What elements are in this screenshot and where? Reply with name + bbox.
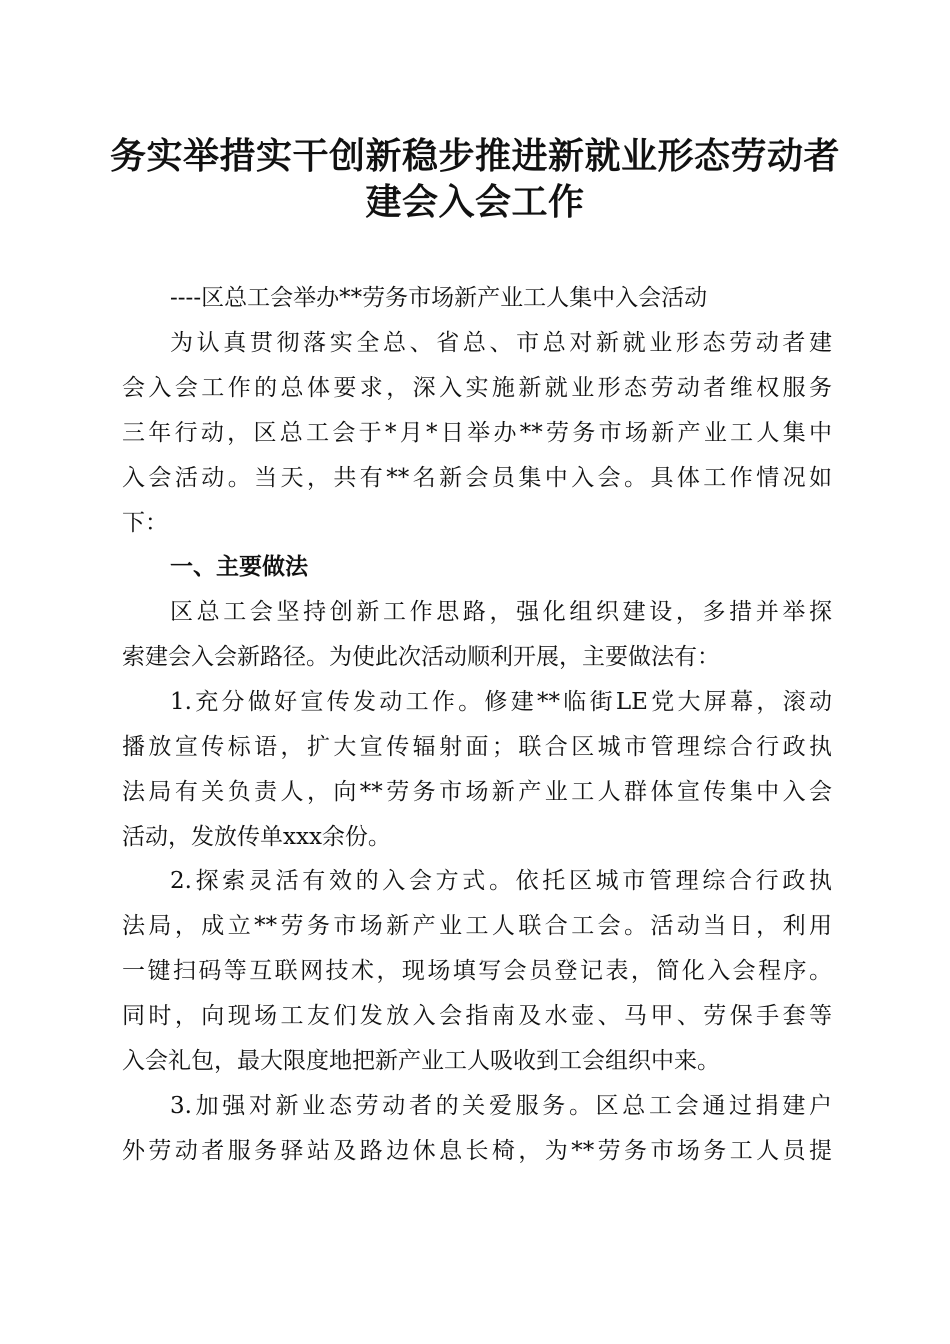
paragraph-line: 3.加强对新业态劳动者的关爱服务。区总工会通过捐建户 [170, 1093, 832, 1119]
paragraph-line: 索建会入会新路径。为使此次活动顺利开展，主要做法有： [122, 644, 720, 670]
paragraph-line: 入会礼包，最大限度地把新产业工人吸收到工会组织中来。 [122, 1048, 720, 1074]
paragraph-line: 2.探索灵活有效的入会方式。依托区城市管理综合行政执 [170, 868, 832, 894]
paragraph-line: 外劳动者服务驿站及路边休息长椅，为**劳务市场务工人员提 [122, 1138, 832, 1164]
paragraph-line: 1.充分做好宣传发动工作。修建**临街LE党大屏幕，滚动 [170, 689, 832, 715]
paragraph-line: 播放宣传标语，扩大宣传辐射面；联合区城市管理综合行政执 [122, 734, 832, 760]
subtitle: ----区总工会举办**劳务市场新产业工人集中入会活动 [170, 285, 708, 311]
section-heading: 一、主要做法 [170, 554, 308, 580]
paragraph-line: 区总工会坚持创新工作思路，强化组织建设，多措并举探 [170, 599, 832, 625]
paragraph-line: 法局，成立**劳务市场新产业工人联合工会。活动当日，利用 [122, 913, 832, 939]
document-title-line-2: 建会入会工作 [365, 181, 585, 223]
paragraph-line: 入会活动。当天，共有**名新会员集中入会。具体工作情况如 [122, 465, 832, 491]
paragraph-line: 同时，向现场工友们发放入会指南及水壶、马甲、劳保手套等 [122, 1003, 832, 1029]
paragraph-line: 下： [122, 510, 168, 536]
document-title-line-1: 务实举措实干创新稳步推进新就业形态劳动者 [109, 135, 840, 177]
paragraph-line: 一键扫码等互联网技术，现场填写会员登记表，简化入会程序。 [122, 958, 832, 984]
paragraph-line: 活动，发放传单xxx余份。 [122, 824, 391, 850]
paragraph-line: 三年行动，区总工会于*月*日举办**劳务市场新产业工人集中 [122, 420, 832, 446]
paragraph-line: 为认真贯彻落实全总、省总、市总对新就业形态劳动者建 [170, 330, 832, 356]
paragraph-line: 法局有关负责人，向**劳务市场新产业工人群体宣传集中入会 [122, 779, 832, 805]
paragraph-line: 会入会工作的总体要求，深入实施新就业形态劳动者维权服务 [122, 375, 832, 401]
